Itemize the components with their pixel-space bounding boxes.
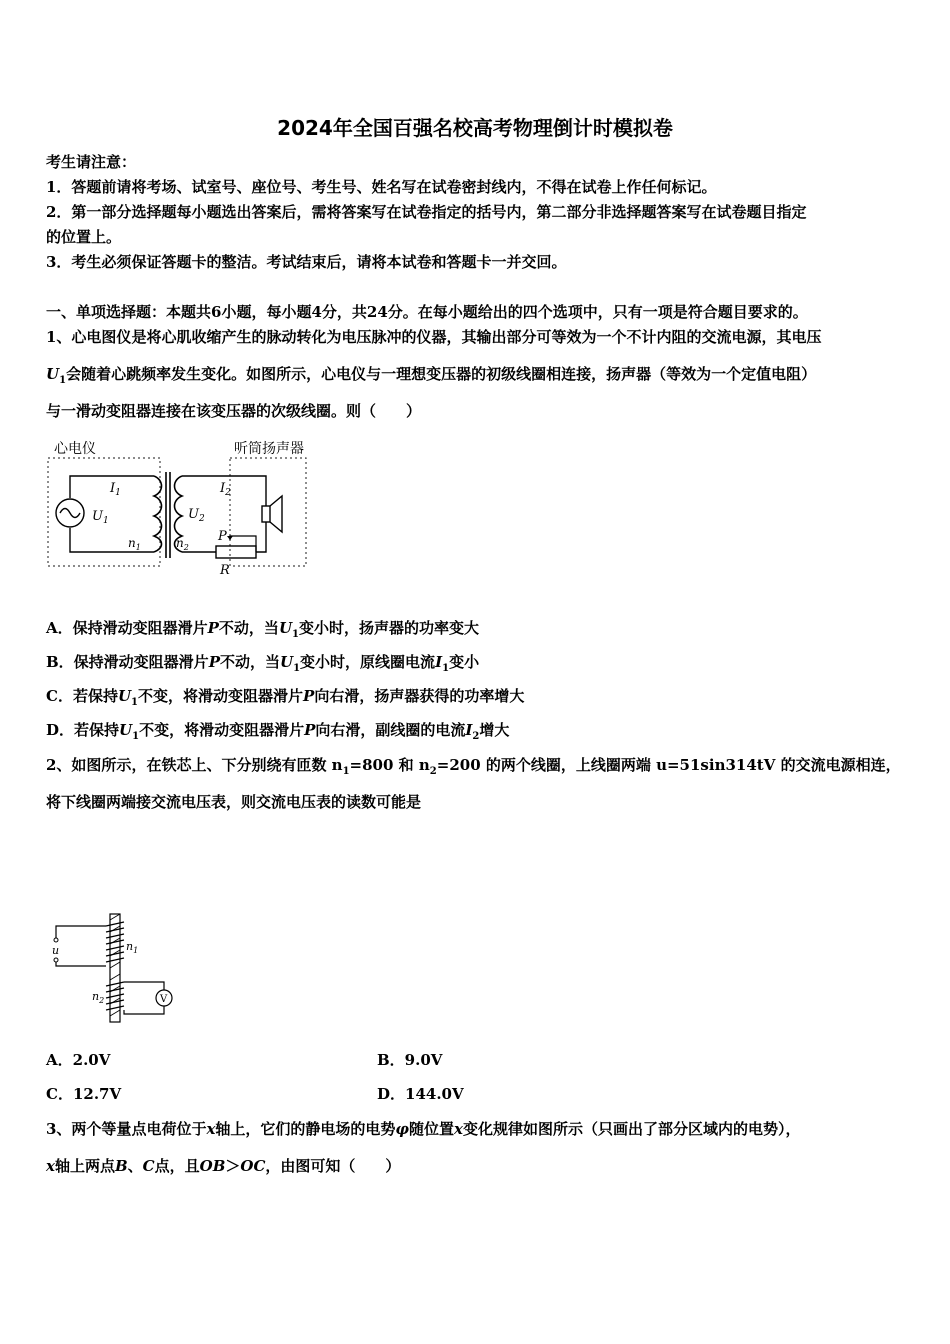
svg-text:P: P (218, 529, 227, 544)
notice-heading: 考生请注意： (46, 153, 137, 171)
q2-option-d[interactable]: D．144.0V (377, 1085, 464, 1103)
q2-transformer-diagram (46, 910, 182, 1026)
q2-option-a[interactable]: A．2.0V (46, 1051, 111, 1069)
q2-option-b[interactable]: B．9.0V (377, 1051, 443, 1069)
q3-line-2: x轴上两点B、C点，且OB＞OC，由图可知（ ） (46, 1157, 401, 1175)
label-ecg: 心电仪 (54, 441, 96, 457)
notice-item-2-cont: 的位置上。 (46, 228, 122, 246)
page-title: 2024年全国百强名校高考物理倒计时模拟卷 (277, 116, 673, 140)
q1-line-3: 与一滑动变阻器连接在该变压器的次级线圈。则（ ） (46, 402, 422, 420)
svg-text:n1: $n_1$ (126, 940, 139, 955)
q1-option-b[interactable]: B．保持滑动变阻器滑片P不动，当$U_1$变小时，原线圈电流$I_1$变小 (46, 653, 480, 674)
svg-text:u: u (52, 944, 60, 957)
section-heading: 一、单项选择题：本题共6小题，每小题4分，共24分。在每小题给出的四个选项中，只有一项是符合题目要求的。 (46, 303, 808, 321)
notice-item-1: 1．答题前请将考场、试室号、座位号、考生号、姓名写在试卷密封线内，不得在试卷上作任何标记。 (46, 178, 717, 196)
q1-option-a[interactable]: A．保持滑动变阻器滑片P不动，当$U_1$变小时，扬声器的功率变大 (46, 619, 480, 640)
q1-circuit-diagram (44, 436, 324, 578)
label-speaker: 听筒扬声器 (234, 441, 304, 457)
notice-item-2: 2．第一部分选择题每小题选出答案后，需将答案写在试卷指定的括号内，第二部分非选择题答案写在试卷题目指定 (46, 203, 807, 221)
svg-text:n2: $n_2$ (92, 990, 105, 1005)
q2-line-1: 2、如图所示，在铁芯上、下分别绕有匝数 $n_1=800$ 和 $n_2=200$ 的两个线圈，上线圈两端 u=51sin314tV 的交流电源相连， (46, 756, 901, 777)
q1-option-c[interactable]: C．若保持$U_1$不变，将滑动变阻器滑片P向右滑，扬声器获得的功率增大 (46, 687, 525, 708)
svg-text:U1: $U_1$ (92, 509, 109, 526)
q3-line-1: 3、两个等量点电荷位于x轴上，它们的静电场的电势φ随位置x变化规律如图所示（只画出了部分区域内的电势）， (46, 1120, 801, 1138)
svg-text:R: R (220, 563, 230, 578)
svg-text:I1: $I_1$ (110, 481, 121, 498)
svg-text:U2: $U_2$ (188, 507, 205, 524)
svg-text:I2: $I_2$ (220, 481, 231, 498)
q2-line-2: 将下线圈两端接交流电压表，则交流电压表的读数可能是 (46, 793, 422, 811)
svg-text:V: V (160, 994, 168, 1005)
q2-option-c[interactable]: C．12.7V (46, 1085, 122, 1103)
svg-text:n2: $n_2$ (176, 536, 189, 552)
notice-item-3: 3．考生必须保证答题卡的整洁。考试结束后，请将本试卷和答题卡一并交回。 (46, 253, 567, 271)
q1-option-d[interactable]: D．若保持$U_1$不变，将滑动变阻器滑片P向右滑，副线圈的电流$I_2$增大 (46, 721, 510, 742)
svg-text:n1: $n_1$ (128, 536, 141, 552)
q1-line-2: $U_1$会随着心跳频率发生变化。如图所示，心电仪与一理想变压器的初级线圈相连接，扬声器（等效为一个定值电阻） (46, 365, 817, 386)
q1-line-1: 1、心电图仪是将心肌收缩产生的脉动转化为电压脉冲的仪器，其输出部分可等效为一个不计内阻的交流电源，其电压 (46, 328, 822, 346)
